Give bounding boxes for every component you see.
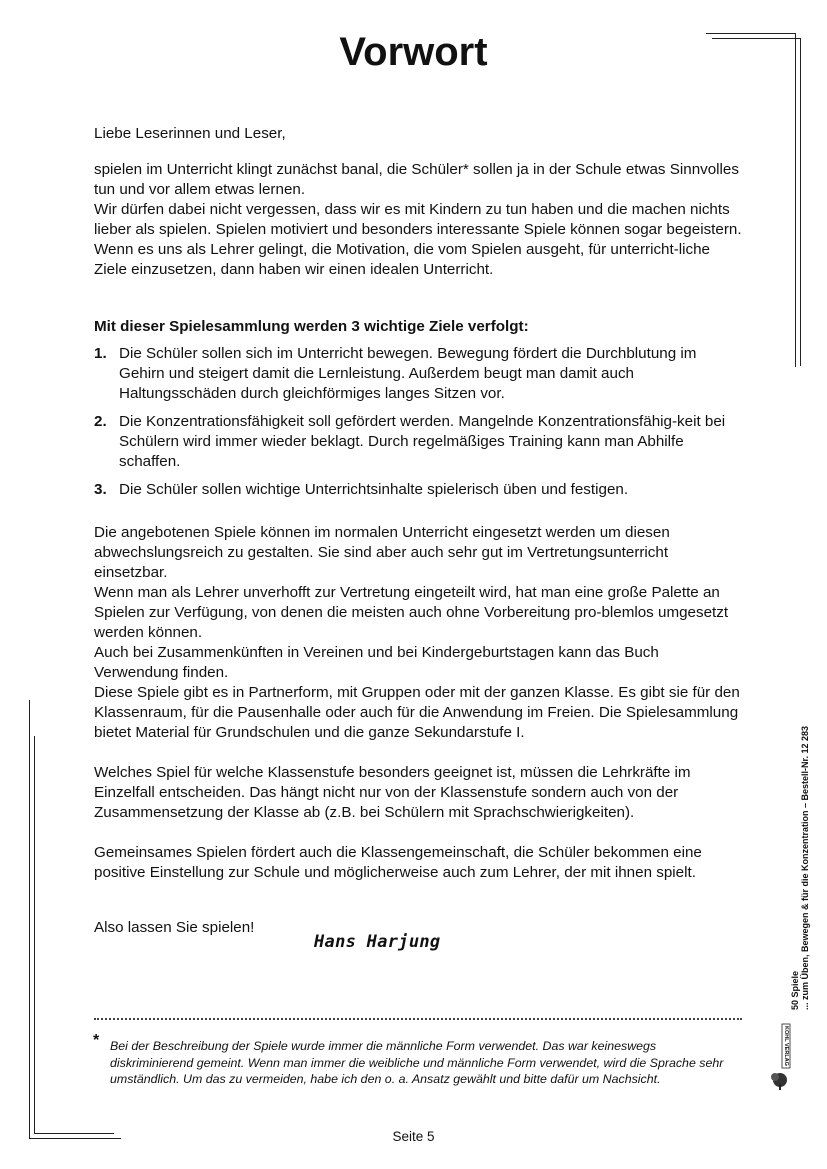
- footnote-divider: [94, 1018, 742, 1020]
- body-paragraph-5: Welches Spiel für welche Klassenstufe besonders geeignet ist, müssen die Lehrkräfte im Einzelfall entscheiden. Das hängt nicht nur von der Klassenstufe sondern auch von der Zusammensetzung der Klasse ab (z.B. bei Schülern mit Sprachschwierigkeiten).: [94, 764, 691, 821]
- page-title: Vorwort: [339, 30, 488, 74]
- side-credit: [790, 630, 810, 1010]
- publisher-logo: [768, 1022, 792, 1092]
- goal-item: [94, 480, 744, 500]
- side-credit-subtitle: ... zum Üben, Bewegen & für die Konzentration – Bestell-Nr. 12 283: [800, 725, 810, 1010]
- footnote-text: Bei der Beschreibung der Spiele wurde immer die männliche Form verwendet. Das war keineswegs diskriminierend gemeint. Wenn man immer die weibliche und männliche Form verwendet, wird die Sprache sehr umständlich. Um das zu vermeiden, habe ich den o. a. Ansatz gewählt und bitte dafür um Nachsicht.: [110, 1039, 724, 1086]
- body-paragraph-2: Wenn man als Lehrer unverhofft zur Vertretung eingeteilt wird, hat man eine große Palette an Spielen zur Verfügung, von denen die meisten auch ohne Vorbereitung pro-blemlos umgesetzt werden können.: [94, 584, 729, 641]
- goal-text: Die Schüler sollen sich im Unterricht bewegen. Bewegung fördert die Durchblutung im Gehirn und steigert damit die Lernleistung. Außerdem beugt man damit auch Haltungsschäden durch gleichförmiges langes Sitzen vor.: [119, 345, 697, 402]
- goal-item: [94, 412, 744, 472]
- greeting: Liebe Leserinnen und Leser,: [94, 125, 286, 142]
- intro-paragraph-2: Wir dürfen dabei nicht vergessen, dass wir es mit Kindern zu tun haben und die machen nichts lieber als spielen. Spielen motiviert und besonders interessante Spiele können sogar begeistern.: [94, 201, 742, 238]
- intro-block: [94, 160, 744, 280]
- side-credit-title: 50 Spiele: [790, 970, 800, 1010]
- signature: Hans Harjung: [314, 932, 441, 952]
- body-paragraph-1: Die angebotenen Spiele können im normalen Unterricht eingesetzt werden um diesen abwechslungsreich zu gestalten. Sie sind aber auch sehr gut im Vertretungsunterricht einsetzbar.: [94, 524, 670, 581]
- goal-item: [94, 344, 744, 404]
- goal-text: Die Konzentrationsfähigkeit soll gefördert werden. Mangelnde Konzentrationsfähig-keit bei Schülern wird immer wieder beklagt. Durch regelmäßiges Training kann man Abhilfe schaffen.: [119, 413, 726, 470]
- goal-number: 3.: [94, 481, 107, 498]
- frame-bottom-left-vertical: [29, 700, 30, 1138]
- frame-bottom-left-vertical-2: [34, 736, 35, 1133]
- goal-text: Die Schüler sollen wichtige Unterrichtsinhalte spielerisch üben und festigen.: [119, 481, 629, 498]
- body-paragraph-3: Auch bei Zusammenkünften in Vereinen und bei Kindergeburtstagen kann das Buch Verwendung finden.: [94, 644, 659, 681]
- body-paragraph-6: Gemeinsames Spielen fördert auch die Klassengemeinschaft, die Schüler bekommen eine positive Einstellung zur Schule und möglicherweise auch zum Lehrer, der mit ihnen spielt.: [94, 844, 702, 881]
- closing-line: Also lassen Sie spielen!: [94, 919, 255, 936]
- body-block: [94, 523, 744, 743]
- goals-heading: Mit dieser Spielesammlung werden 3 wichtige Ziele verfolgt:: [94, 318, 529, 335]
- publisher-name: KOHL VERLAG: [783, 1026, 789, 1066]
- goal-number: 2.: [94, 413, 107, 430]
- goal-number: 1.: [94, 345, 107, 362]
- page-number: Seite 5: [392, 1129, 435, 1144]
- body-paragraph-4: Diese Spiele gibt es in Partnerform, mit Gruppen oder mit der ganzen Klasse. Es gibt sie für den Klassenraum, für die Pausenhalle oder auch für die Anwendung im Freien. Die Spielesammlung bietet Material für Grundschulen und die ganze Sekundarstufe I.: [94, 684, 740, 741]
- footnote-marker: *: [93, 1032, 100, 1049]
- frame-top-right-vertical-2: [800, 38, 801, 366]
- frame-top-right-vertical: [795, 33, 796, 367]
- intro-paragraph: spielen im Unterricht klingt zunächst banal, die Schüler* sollen ja in der Schule etwas Sinnvolles tun und vor allem etwas lernen.: [94, 161, 739, 198]
- intro-paragraph-3: Wenn es uns als Lehrer gelingt, die Motivation, die vom Spielen ausgeht, für unterricht-liche Ziele einzusetzen, dann haben wir einen idealen Unterricht.: [94, 241, 710, 278]
